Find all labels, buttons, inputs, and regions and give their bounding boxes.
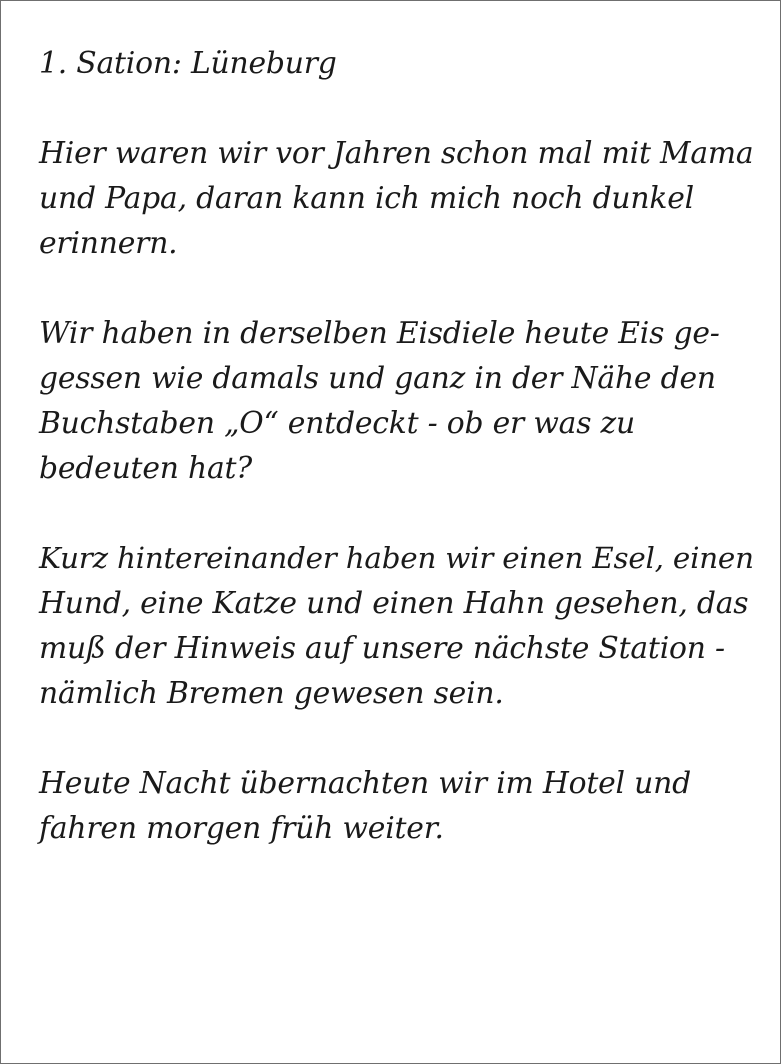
paragraph-4 <box>39 761 759 851</box>
text-line: gessen wie damals und ganz in der Nähe den <box>39 361 716 396</box>
text-line: nämlich Bremen gewesen sein. <box>39 676 504 711</box>
paragraph-2 <box>39 311 759 491</box>
text-line: Heute Nacht übernachten wir im Hotel und <box>39 766 691 801</box>
paragraph-gap <box>39 266 759 311</box>
text-line: fahren morgen früh weiter. <box>39 811 444 846</box>
paragraph-gap <box>39 491 759 536</box>
paragraph-1 <box>39 131 759 266</box>
paragraph-gap <box>39 716 759 761</box>
paragraph-gap <box>39 86 759 131</box>
text-line: und Papa, daran kann ich mich noch dunkel <box>39 181 694 216</box>
text-line: bedeuten hat? <box>39 451 253 486</box>
text-line: muß der Hinweis auf unsere nächste Station - <box>39 631 725 666</box>
text-line: Kurz hintereinander haben wir einen Esel, einen <box>39 541 754 575</box>
paragraph-3 <box>39 536 759 716</box>
text-line: Buchstaben „O“ entdeckt - ob er was zu <box>39 406 636 441</box>
document-text <box>39 41 759 851</box>
text-line: Hier waren wir vor Jahren schon mal mit Mama <box>39 136 754 171</box>
document-title: 1. Sation: Lüneburg <box>39 46 337 81</box>
text-line: Hund, eine Katze und einen Hahn gesehen, das <box>39 586 749 621</box>
text-line: Wir haben in derselben Eisdiele heute Eis ge- <box>39 316 720 351</box>
text-line: erinnern. <box>39 226 178 261</box>
